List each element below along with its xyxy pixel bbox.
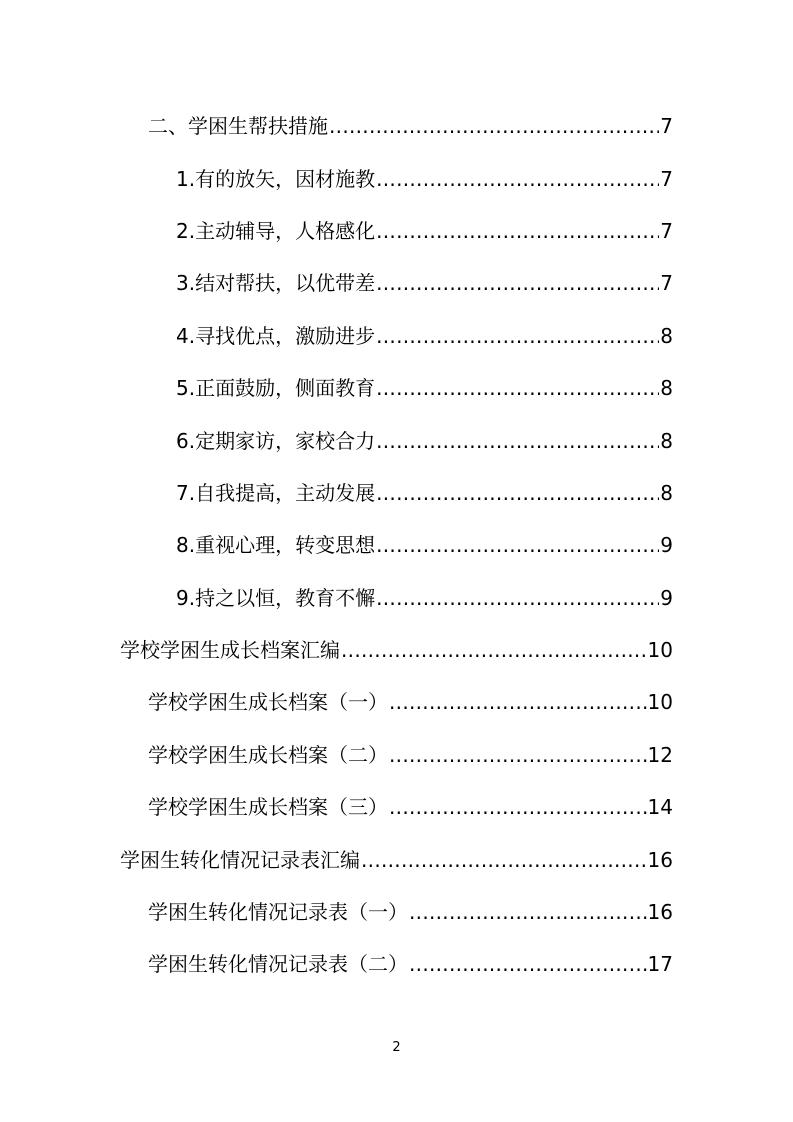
toc-entry-page: 9 [660, 533, 673, 558]
toc-entry[interactable] [0, 519, 793, 571]
toc-entry-page: 7 [660, 271, 673, 296]
toc-entry-page: 12 [647, 742, 673, 767]
toc-entry[interactable] [0, 781, 793, 833]
toc-dot-leader [361, 842, 647, 878]
toc-entry-page: 8 [660, 480, 673, 505]
toc-dot-leader [376, 213, 659, 249]
toc-dot-leader [389, 789, 647, 825]
toc-dot-leader [376, 475, 659, 511]
toc-entry[interactable] [0, 572, 793, 624]
toc-entry-page: 7 [660, 218, 673, 243]
toc-entry-page: 16 [647, 900, 673, 925]
toc-entry-page: 8 [660, 428, 673, 453]
toc-entry[interactable] [0, 938, 793, 990]
toc-entry-title: 5.正面鼓励，侧面教育 [176, 376, 376, 401]
toc-entry-title: 学校学困生成长档案（一） [148, 690, 388, 715]
toc-entry-page: 10 [647, 638, 673, 663]
toc-entry-page: 8 [660, 323, 673, 348]
toc-dot-leader [376, 580, 659, 616]
toc-dot-leader [409, 946, 647, 982]
toc-dot-leader [341, 632, 647, 668]
toc-entry-title: 8.重视心理，转变思想 [176, 533, 376, 558]
toc-entry-title: 学校学困生成长档案（三） [148, 795, 388, 820]
toc-entry-title: 2.主动辅导，人格感化 [176, 218, 376, 243]
toc-entry-title: 学困生转化情况记录表（二） [148, 952, 408, 977]
toc-entry-page: 8 [660, 376, 673, 401]
toc-entry-page: 7 [660, 114, 673, 139]
toc-entry-title: 学困生转化情况记录表（一） [148, 900, 408, 925]
toc-dot-leader [389, 737, 647, 773]
toc-entry-title: 4.寻找优点，激励进步 [176, 323, 376, 348]
toc-entry[interactable] [0, 362, 793, 414]
page-number: 2 [392, 1040, 401, 1055]
toc-dot-leader [389, 684, 647, 720]
toc-entry-title: 学校学困生成长档案（二） [148, 742, 388, 767]
toc-entry[interactable] [0, 676, 793, 728]
toc-entry-page: 9 [660, 585, 673, 610]
toc-entry[interactable] [0, 414, 793, 466]
toc-entry[interactable] [0, 100, 793, 152]
toc-dot-leader [376, 423, 659, 459]
toc-entry-title: 学困生转化情况记录表汇编 [120, 847, 360, 872]
toc-entry[interactable] [0, 467, 793, 519]
toc-entry-title: 6.定期家访，家校合力 [176, 428, 376, 453]
toc-entry[interactable] [0, 152, 793, 204]
toc-entry-title: 9.持之以恒，教育不懈 [176, 585, 376, 610]
toc-entry[interactable] [0, 310, 793, 362]
toc-entry-title: 1.有的放矢，因材施教 [176, 166, 376, 191]
toc-entry-page: 16 [647, 847, 673, 872]
toc-entry-page: 7 [660, 166, 673, 191]
toc-dot-leader [376, 527, 659, 563]
toc-entry-page: 10 [647, 690, 673, 715]
table-of-contents [0, 100, 793, 991]
toc-dot-leader [409, 894, 647, 930]
toc-entry[interactable] [0, 886, 793, 938]
toc-entry-page: 17 [647, 952, 673, 977]
toc-entry[interactable] [0, 624, 793, 676]
toc-entry-title: 3.结对帮扶，以优带差 [176, 271, 376, 296]
toc-entry[interactable] [0, 833, 793, 885]
toc-entry[interactable] [0, 257, 793, 309]
toc-entry-title: 二、学困生帮扶措施 [148, 114, 328, 139]
toc-entry-title: 学校学困生成长档案汇编 [120, 638, 340, 663]
toc-dot-leader [376, 370, 659, 406]
toc-entry-title: 7.自我提高，主动发展 [176, 480, 376, 505]
toc-dot-leader [376, 161, 659, 197]
toc-entry-page: 14 [647, 795, 673, 820]
toc-dot-leader [376, 265, 659, 301]
toc-entry[interactable] [0, 205, 793, 257]
toc-dot-leader [376, 318, 659, 354]
toc-entry[interactable] [0, 729, 793, 781]
toc-dot-leader [329, 108, 659, 144]
